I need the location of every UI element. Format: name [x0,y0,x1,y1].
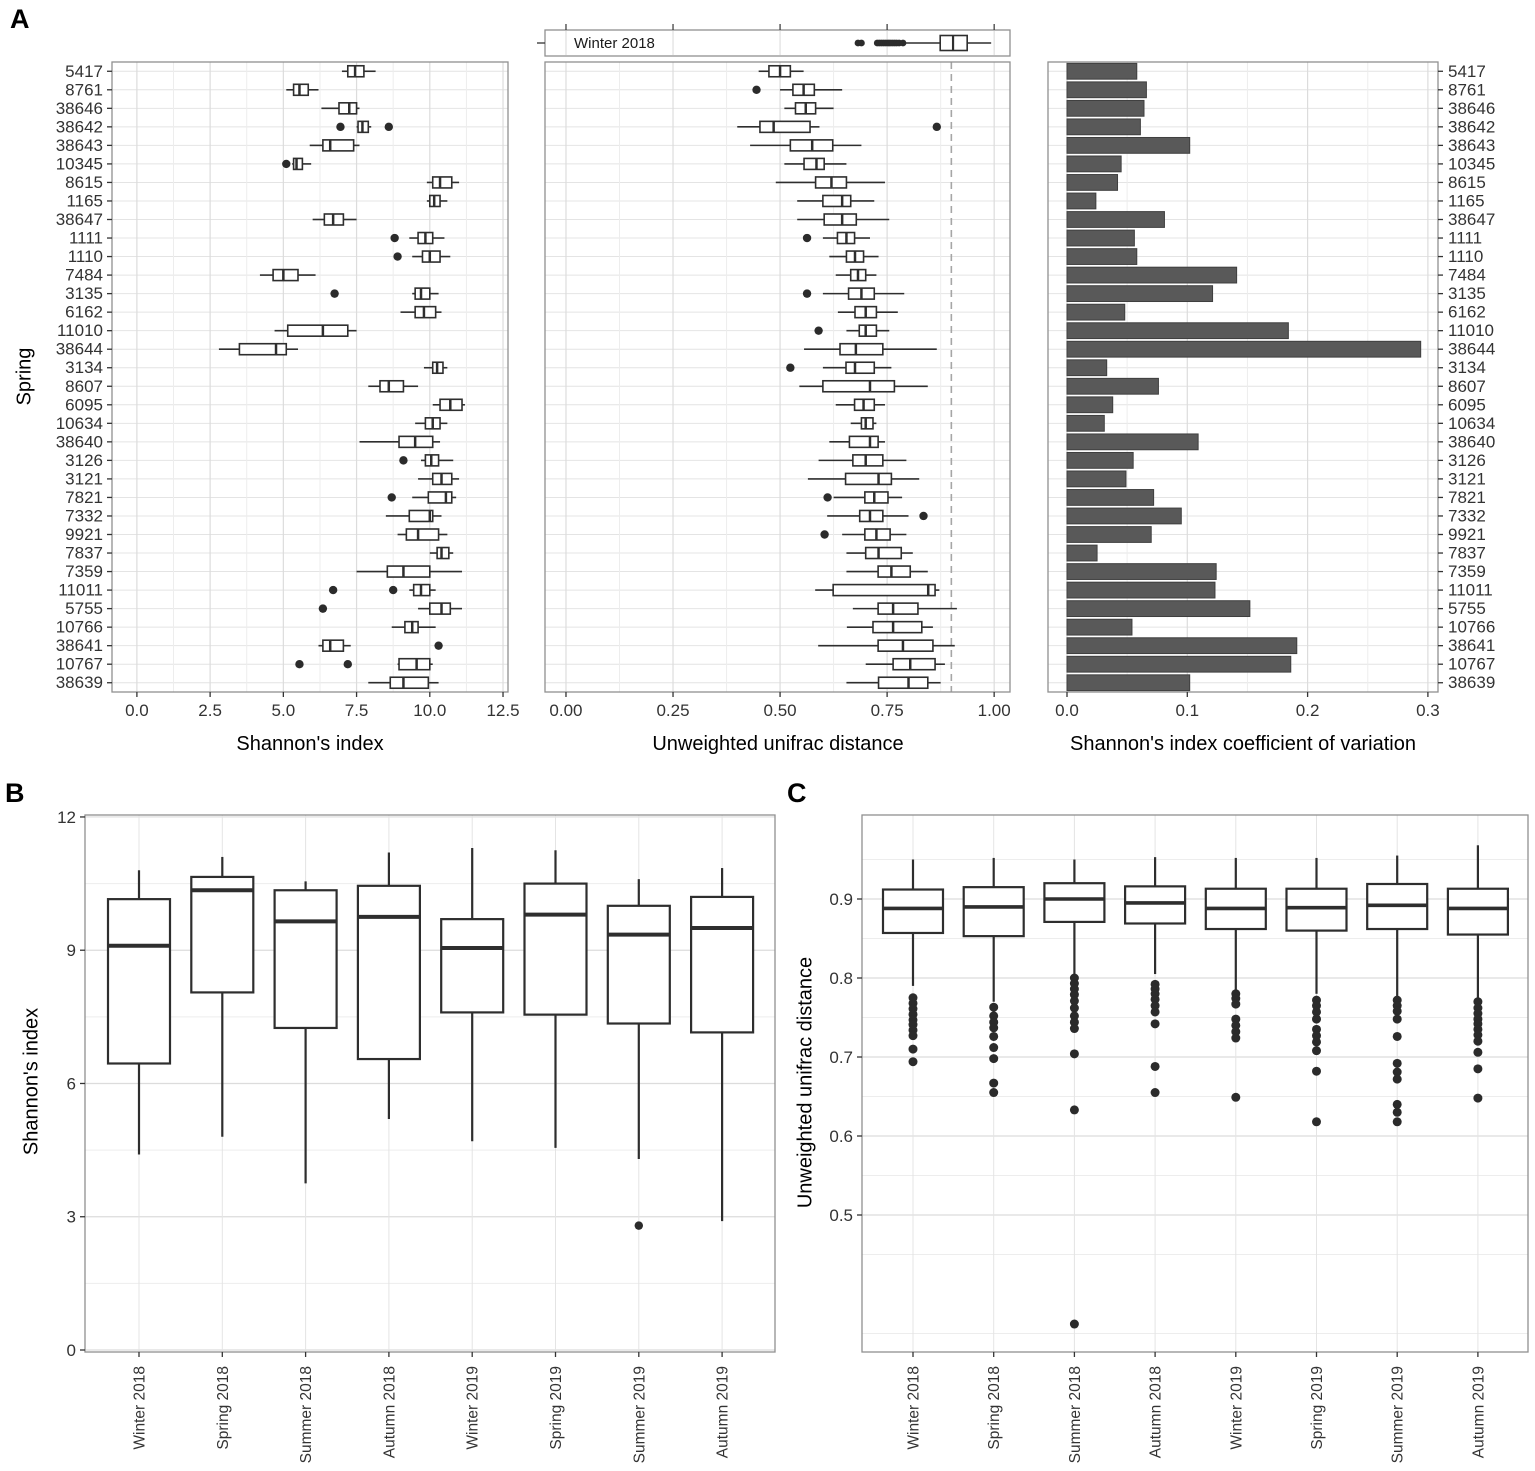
svg-text:3126: 3126 [1448,450,1486,470]
cv-bar-7484 [1067,267,1237,283]
cv-bar-38640 [1067,434,1198,450]
svg-text:38640: 38640 [55,432,103,452]
svg-text:3135: 3135 [1448,284,1486,304]
outlier-point [919,512,927,520]
outlier-point [1393,1108,1402,1117]
outlier-point [1231,1000,1240,1009]
svg-text:38646: 38646 [1448,98,1496,118]
outlier-point [434,641,442,649]
svg-text:9921: 9921 [1448,525,1486,544]
cv-bar-11010 [1067,323,1288,339]
outlier-point [1393,1117,1402,1126]
svg-text:0.50: 0.50 [763,701,797,720]
svg-text:7.5: 7.5 [344,701,369,720]
outlier-point [1151,1007,1160,1016]
svg-text:10634: 10634 [1448,413,1496,433]
cv-bar-7359 [1067,564,1216,580]
cv-bar-38641 [1067,638,1297,654]
outlier-point [909,1045,918,1054]
outlier-point [1393,1032,1402,1041]
shannon-box-10767 [398,659,433,670]
cv-bar-5417 [1067,63,1137,79]
svg-text:0.9: 0.9 [829,890,853,909]
panel-a-unifrac-plot [537,24,1011,720]
outlier-point [933,123,941,131]
outlier-point [388,493,396,501]
cv-bar-38644 [1067,341,1421,357]
cv-bar-3126 [1067,452,1133,468]
cv-bar-38647 [1067,212,1164,228]
svg-text:Autumn 2018: Autumn 2018 [1147,1366,1165,1459]
facet-strip-label: Winter 2018 [574,35,655,52]
svg-text:7837: 7837 [65,543,103,563]
svg-text:3134: 3134 [1448,358,1486,378]
svg-text:7821: 7821 [1448,487,1486,507]
svg-text:0.7: 0.7 [829,1048,853,1067]
svg-text:10767: 10767 [1448,654,1496,674]
svg-text:0.0: 0.0 [125,701,149,720]
outlier-point [319,604,327,612]
cv-bar-10345 [1067,156,1121,172]
svg-text:Spring 2019: Spring 2019 [548,1366,565,1450]
cv-bar-10766 [1067,619,1132,635]
svg-text:38642: 38642 [1448,117,1496,137]
outlier-point [989,1043,998,1052]
cv-bar-38646 [1067,100,1144,116]
svg-text:3126: 3126 [65,450,103,470]
outlier-point [390,234,398,242]
svg-text:3134: 3134 [65,358,103,378]
svg-text:8607: 8607 [1448,376,1486,396]
cv-bar-7332 [1067,508,1181,524]
outlier-point [1473,1037,1482,1046]
cv-bar-10767 [1067,656,1291,672]
outlier-point [1473,1094,1482,1103]
cv-bar-38642 [1067,119,1140,135]
outlier-point [1312,1067,1321,1076]
svg-text:7837: 7837 [1448,543,1486,563]
svg-text:7332: 7332 [1448,506,1486,526]
svg-text:Winter 2018: Winter 2018 [905,1366,923,1450]
cv-bar-3134 [1067,360,1107,376]
panel-c-plot [829,815,1528,1463]
outlier-point [1473,1064,1482,1073]
svg-text:6162: 6162 [1448,302,1486,322]
svg-text:3121: 3121 [1448,469,1486,489]
outlier-point [336,123,344,131]
svg-text:10766: 10766 [1448,617,1496,637]
outlier-point [1393,1100,1402,1109]
outlier-point [989,1079,998,1088]
svg-text:38642: 38642 [55,117,103,137]
svg-text:Summer 2019: Summer 2019 [1389,1366,1407,1464]
cv-bar-8761 [1067,82,1146,98]
outlier-point [1473,1048,1482,1057]
axis-title-c-unifrac: Unweighted unifrac distance [794,956,817,1209]
svg-text:1110: 1110 [1448,247,1484,267]
svg-text:3135: 3135 [65,284,103,304]
svg-text:38644: 38644 [55,339,103,359]
svg-text:0.5: 0.5 [829,1206,853,1225]
outlier-point [330,289,338,297]
svg-text:Summer 2018: Summer 2018 [1066,1366,1084,1464]
axis-title-spring: Spring [13,347,36,406]
cv-bar-5755 [1067,601,1250,617]
svg-text:2.5: 2.5 [198,701,222,720]
svg-text:38643: 38643 [1448,135,1496,155]
cv-bar-11011 [1067,582,1215,598]
svg-text:7484: 7484 [65,265,103,285]
svg-text:0.3: 0.3 [1416,701,1440,720]
svg-text:Autumn 2018: Autumn 2018 [381,1366,399,1459]
panel-b-letter: B [5,778,25,808]
outlier-point [823,493,831,501]
svg-text:0.6: 0.6 [829,1127,853,1146]
svg-text:12: 12 [57,807,76,827]
cv-bar-7837 [1067,545,1097,561]
outlier-point [900,40,907,47]
outlier-point [1151,1088,1160,1097]
outlier-point [989,1054,998,1063]
svg-text:Winter 2019: Winter 2019 [464,1366,482,1450]
svg-text:12.5: 12.5 [486,701,520,720]
svg-text:Spring 2019: Spring 2019 [1309,1366,1326,1450]
svg-text:6095: 6095 [65,395,103,415]
outlier-point [1070,1105,1079,1114]
svg-text:10634: 10634 [55,413,103,433]
outlier-point [1070,1049,1079,1058]
svg-text:Winter 2018: Winter 2018 [131,1366,149,1450]
outlier-point [1231,1093,1240,1102]
outlier-point [385,123,393,131]
outlier-point [909,1057,918,1066]
axis-title-b-shannon: Shannon's index [20,1007,43,1156]
svg-text:1111: 1111 [68,228,103,248]
axis-title-unifrac: Unweighted unifrac distance [652,733,904,755]
panel-a-letter: A [10,4,30,34]
outlier-point [1312,1037,1321,1046]
cv-bar-7821 [1067,490,1154,506]
panel-a-shannon-plot [56,62,520,720]
outlier-point [1393,1015,1402,1024]
svg-text:0.00: 0.00 [549,701,583,720]
svg-text:38644: 38644 [1448,339,1496,359]
outlier-point [282,160,290,168]
svg-text:0.8: 0.8 [829,969,853,988]
svg-text:8607: 8607 [65,376,103,396]
outlier-point [1393,1059,1402,1068]
svg-text:Summer 2019: Summer 2019 [631,1366,649,1464]
svg-text:10345: 10345 [1448,154,1496,174]
outlier-point [1070,1320,1079,1329]
svg-text:7359: 7359 [1448,562,1486,582]
svg-text:0.25: 0.25 [656,701,690,720]
cv-bar-10634 [1067,415,1104,431]
svg-text:Autumn 2019: Autumn 2019 [714,1366,732,1459]
panel-b-plot [57,808,775,1463]
outlier-point [295,660,303,668]
outlier-point [635,1221,643,1229]
svg-text:8761: 8761 [1448,80,1486,100]
outlier-point [858,40,865,47]
svg-text:Winter 2019: Winter 2019 [1228,1366,1246,1450]
svg-text:Summer 2018: Summer 2018 [298,1366,316,1464]
outlier-point [1393,1075,1402,1084]
outlier-point [1393,1007,1402,1016]
outlier-point [389,586,397,594]
svg-text:10.0: 10.0 [413,701,447,720]
axis-title-shannon-index: Shannon's index [236,733,384,755]
svg-text:38639: 38639 [55,673,103,693]
outlier-point [814,326,822,334]
cv-bar-38643 [1067,137,1190,153]
outlier-point [1070,1004,1079,1013]
outlier-point [803,234,811,242]
cv-bar-3135 [1067,286,1213,302]
outlier-point [752,86,760,94]
cv-bar-1165 [1067,193,1096,209]
svg-text:6162: 6162 [65,302,103,322]
outlier-point [989,1088,998,1097]
svg-text:6095: 6095 [1448,395,1486,415]
svg-text:1165: 1165 [66,191,103,211]
svg-text:38647: 38647 [55,210,103,229]
svg-text:38641: 38641 [1448,636,1496,656]
cv-bar-9921 [1067,527,1151,543]
svg-text:7332: 7332 [65,506,103,526]
outlier-point [1312,1117,1321,1126]
outlier-point [820,530,828,538]
svg-text:5755: 5755 [65,599,103,619]
outlier-point [1151,1019,1160,1028]
outlier-point [1231,1034,1240,1043]
svg-text:0.75: 0.75 [870,701,904,720]
panel-c-letter: C [787,778,807,808]
svg-text:10767: 10767 [55,654,103,674]
cv-bar-8607 [1067,378,1158,394]
outlier-point [1070,1024,1079,1033]
svg-text:11011: 11011 [58,580,103,600]
svg-text:11010: 11010 [56,321,103,341]
svg-text:1165: 1165 [1448,191,1485,211]
svg-text:5417: 5417 [65,61,103,81]
svg-text:Autumn 2019: Autumn 2019 [1470,1366,1488,1459]
outlier-point [989,1023,998,1032]
outlier-point [1312,1046,1321,1055]
svg-text:7359: 7359 [65,562,103,582]
svg-text:0: 0 [66,1341,76,1360]
svg-text:Spring 2018: Spring 2018 [214,1366,232,1450]
outlier-point [1151,1062,1160,1071]
outlier-point [399,456,407,464]
svg-text:38643: 38643 [55,135,103,155]
shannon-box-38642 [357,121,372,132]
svg-text:1111: 1111 [1448,228,1483,248]
outlier-point [393,252,401,260]
svg-text:0.0: 0.0 [1055,701,1079,720]
cv-bar-6095 [1067,397,1113,413]
svg-text:0.1: 0.1 [1175,701,1200,720]
svg-text:6: 6 [66,1074,76,1094]
svg-text:8615: 8615 [65,172,103,192]
cv-bar-1110 [1067,249,1137,265]
outlier-point [786,364,794,372]
svg-text:8615: 8615 [1448,172,1486,192]
svg-text:11011: 11011 [1448,580,1493,600]
svg-text:9921: 9921 [65,525,103,544]
svg-text:7821: 7821 [65,487,103,507]
svg-text:38646: 38646 [55,98,103,118]
svg-text:8761: 8761 [65,80,103,100]
svg-text:Spring 2018: Spring 2018 [986,1366,1004,1450]
svg-text:3: 3 [66,1207,76,1227]
svg-text:10766: 10766 [55,617,103,637]
axis-title-cv: Shannon's index coefficient of variation [1070,733,1416,755]
cv-bar-1111 [1067,230,1134,246]
cv-bar-3121 [1067,471,1126,487]
svg-text:38639: 38639 [1448,673,1496,693]
outlier-point [909,1031,918,1040]
cv-bar-8615 [1067,175,1118,191]
svg-text:10345: 10345 [55,154,103,174]
svg-text:7484: 7484 [1448,265,1486,285]
svg-text:1.00: 1.00 [977,701,1011,720]
cv-bar-6162 [1067,304,1125,320]
cv-bar-38639 [1067,675,1190,691]
panel-a-cv-plot [1048,62,1495,720]
outlier-point [803,289,811,297]
svg-text:5417: 5417 [1448,61,1486,81]
svg-text:3121: 3121 [65,469,103,489]
svg-text:9: 9 [66,941,76,961]
svg-text:0.2: 0.2 [1295,701,1320,720]
outlier-point [989,1003,998,1012]
outlier-point [344,660,352,668]
outlier-point [329,586,337,594]
svg-text:1110: 1110 [67,247,103,267]
svg-text:5.0: 5.0 [271,701,296,720]
svg-text:38641: 38641 [55,636,103,656]
outlier-point [989,1032,998,1041]
svg-text:11010: 11010 [1448,321,1495,341]
outlier-point [1312,1015,1321,1024]
unifrac-box-11011 [815,585,939,596]
svg-text:38647: 38647 [1448,210,1496,229]
svg-text:38640: 38640 [1448,432,1496,452]
svg-text:5755: 5755 [1448,599,1486,619]
